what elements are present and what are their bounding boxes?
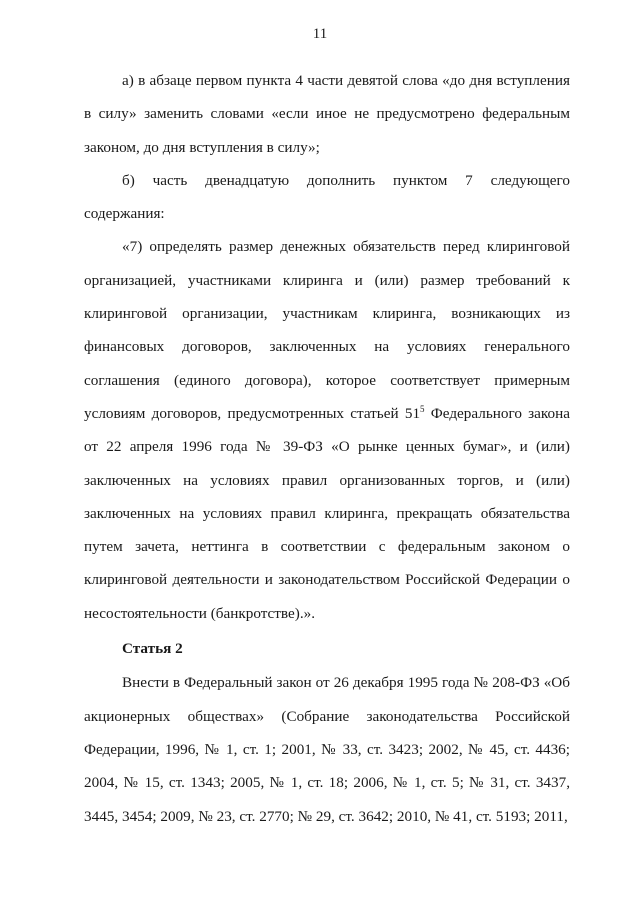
paragraph-item-7-part-2: Федерального закона от 22 апреля 1996 года № 39-ФЗ «О рынке ценных бумаг», и (или) заключенных на условиях правил организованных торгов, и (или) заключенных на условиях правил клиринга, прекращать обязательства путем зачета, неттинга в соответствии с федеральным законом о клиринговой деятельности и законодательством Российской Федерации о несостоятельности (банкротстве).». xyxy=(84,404,570,622)
article-2-paragraph: Внести в Федеральный закон от 26 декабря 1995 года № 208-ФЗ «Об акционерных обществах» (Собрание законодательства Российской Федерации, 1996, № 1, ст. 1; 2001, № 33, ст. 3423; 2002, № 45, ст. 4436; 2004, № 15, ст. 1343; 2005, № 1, ст. 18; 2006, № 1, ст. 5; № 31, ст. 3437, 3445, 3454; 2009, № 23, ст. 2770; № 29, ст. 3642; 2010, № 41, ст. 5193; 2011, xyxy=(84,674,570,825)
paragraph-b: б) часть двенадцатую дополнить пунктом 7 следующего содержания: xyxy=(84,171,570,223)
article-heading: Статья 2 xyxy=(122,640,183,658)
article-superscript: 5 xyxy=(420,403,425,414)
paragraph-a: а) в абзаце первом пункта 4 части девятой слова «до дня вступления в силу» заменить словами «если иное не предусмотрено федеральным законом, до дня вступления в силу»; xyxy=(84,72,570,156)
page-number: 11 xyxy=(312,26,328,42)
paragraph-item-7 xyxy=(84,230,570,630)
paragraph-item-7-part-1: «7) определять размер денежных обязательств перед клиринговой организацией, участниками клиринга и (или) размер требований к клиринговой организации, участникам клиринга, возникающих из финансовых договоров, заключенных на условиях генерального соглашения (единого договора), которое соответствует примерным условиям договоров, предусмотренных статьей 51 xyxy=(84,238,570,422)
document-body xyxy=(84,64,570,833)
